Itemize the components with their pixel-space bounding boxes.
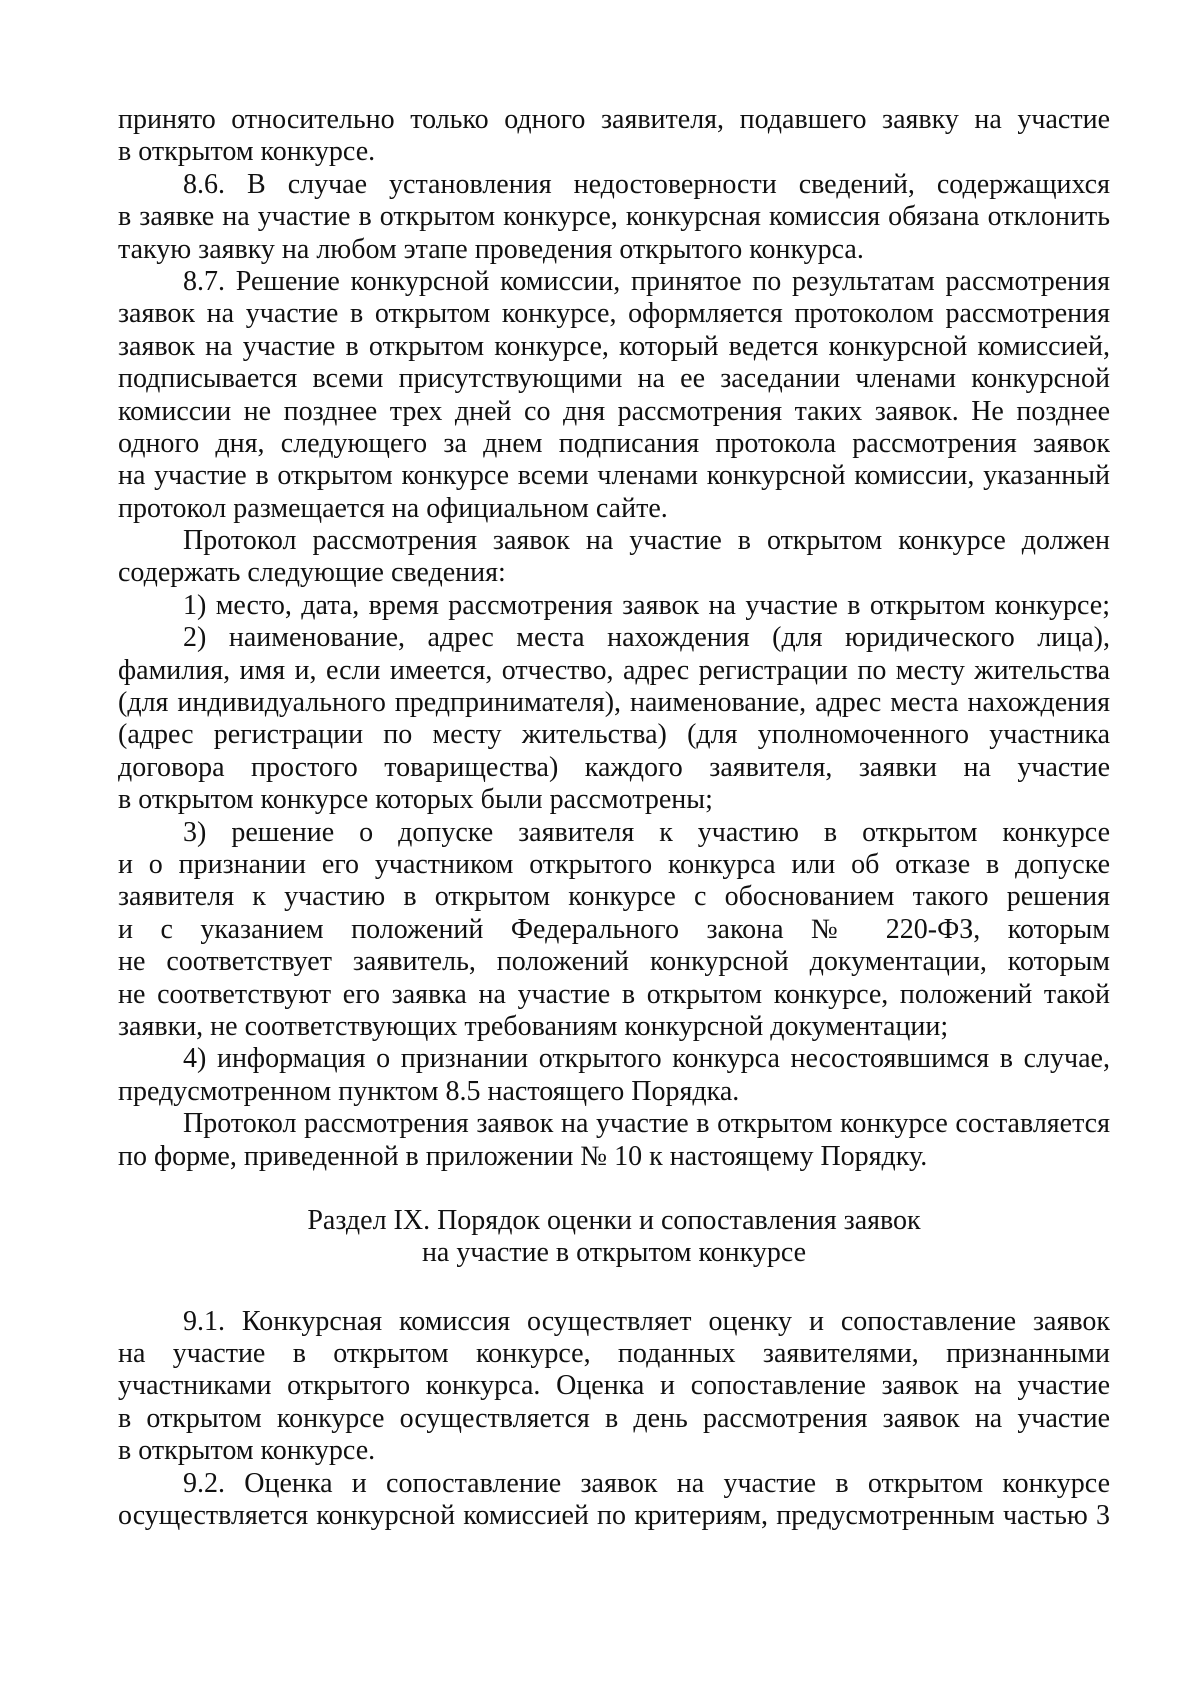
heading-line: Раздел IX. Порядок оценки и сопоставления заявок — [307, 1204, 921, 1236]
list-item-4 — [118, 1043, 1110, 1108]
text-line: заявителя к участию в открытом конкурсе с обоснованием такого решения — [118, 881, 1110, 913]
spacer — [118, 1270, 1110, 1306]
text-line: (адрес регистрации по месту жительства) (для уполномоченного участника — [118, 719, 1110, 751]
spacer — [118, 1173, 1110, 1205]
text-line: 3) решение о допуске заявителя к участию в открытом конкурсе — [183, 816, 1110, 848]
text-line: 9.2. Оценка и сопоставление заявок на участие в открытом конкурсе — [183, 1467, 1110, 1499]
list-item-3 — [118, 817, 1110, 1044]
text-line: по форме, приведенной в приложении № 10 к настоящему Порядку. — [118, 1140, 928, 1172]
text-line: (для индивидуального предпринимателя), наименование, адрес места нахождения — [118, 687, 1110, 719]
list-item-2 — [118, 622, 1110, 816]
paragraph-9-1 — [118, 1306, 1110, 1468]
text-line: заявок на участие в открытом конкурсе, который ведется конкурсной комиссией, — [118, 330, 1110, 362]
text-line: комиссии не позднее трех дней со дня рассмотрения таких заявок. Не позднее — [118, 395, 1110, 427]
text-line: на участие в открытом конкурсе всеми членами конкурсной комиссии, указанный — [118, 460, 1110, 492]
text-line: в открытом конкурсе. — [118, 136, 376, 168]
heading-line: на участие в открытом конкурсе — [421, 1237, 807, 1269]
paragraph-8-7 — [118, 266, 1110, 525]
text-line: 1) место, дата, время рассмотрения заявок на участие в открытом конкурсе; — [183, 589, 1110, 621]
text-line: 8.6. В случае установления недостоверности сведений, содержащихся — [183, 168, 1110, 200]
text-line: заявок на участие в открытом конкурсе, оформляется протоколом рассмотрения — [118, 298, 1110, 330]
paragraph-protocol-form — [118, 1108, 1110, 1173]
text-line: одного дня, следующего за днем подписания протокола рассмотрения заявок — [118, 427, 1110, 459]
text-line: протокол размещается на официальном сайте. — [118, 492, 668, 524]
text-line: подписывается всеми присутствующими на ее заседании членами конкурсной — [118, 363, 1110, 395]
text-line: и о признании его участником открытого конкурса или об отказе в допуске — [118, 848, 1110, 880]
text-line: в открытом конкурсе которых были рассмотрены; — [118, 784, 713, 816]
text-line: принято относительно только одного заявителя, подавшего заявку на участие — [118, 104, 1110, 135]
text-line: участниками открытого конкурса. Оценка и сопоставление заявок на участие — [118, 1370, 1110, 1402]
text-line: заявки, не соответствующих требованиям конкурсной документации; — [118, 1010, 949, 1042]
text-line: не соответствует заявитель, положений конкурсной документации, которым — [118, 946, 1110, 978]
text-line: осуществляется конкурсной комиссией по критериям, предусмотренным частью 3 — [118, 1500, 1110, 1532]
text-line: предусмотренном пунктом 8.5 настоящего Порядка. — [118, 1075, 740, 1107]
document-page — [118, 104, 1110, 1532]
text-line: в открытом конкурсе. — [118, 1435, 376, 1467]
list-item-1 — [118, 590, 1110, 622]
text-line: 2) наименование, адрес места нахождения (для юридического лица), — [183, 622, 1110, 654]
text-line: такую заявку на любом этапе проведения открытого конкурса. — [118, 233, 864, 265]
text-line: на участие в открытом конкурсе, поданных заявителями, признанными — [118, 1338, 1110, 1370]
text-line: Протокол рассмотрения заявок на участие в открытом конкурсе должен — [183, 525, 1110, 557]
text-line: и с указанием положений Федерального закона № 220-ФЗ, которым — [118, 913, 1110, 945]
paragraph-continuation — [118, 104, 1110, 169]
section-heading — [118, 1205, 1110, 1270]
paragraph-protocol-contents — [118, 525, 1110, 590]
text-line: фамилия, имя и, если имеется, отчество, адрес регистрации по месту жительства — [118, 654, 1110, 686]
text-line: содержать следующие сведения: — [118, 557, 506, 589]
paragraph-8-6 — [118, 169, 1110, 266]
text-line: в заявке на участие в открытом конкурсе, конкурсная комиссия обязана отклонить — [118, 201, 1110, 233]
text-line: 8.7. Решение конкурсной комиссии, принятое по результатам рассмотрения — [183, 265, 1110, 297]
paragraph-9-2 — [118, 1468, 1110, 1533]
text-line: в открытом конкурсе осуществляется в день рассмотрения заявок на участие — [118, 1402, 1110, 1434]
text-line: 4) информация о признании открытого конкурса несостоявшимся в случае, — [183, 1043, 1110, 1075]
text-line: не соответствуют его заявка на участие в открытом конкурсе, положений такой — [118, 978, 1110, 1010]
text-line: Протокол рассмотрения заявок на участие в открытом конкурсе составляется — [183, 1108, 1110, 1140]
text-line: договора простого товарищества) каждого заявителя, заявки на участие — [118, 751, 1110, 783]
text-line: 9.1. Конкурсная комиссия осуществляет оценку и сопоставление заявок — [183, 1305, 1110, 1337]
